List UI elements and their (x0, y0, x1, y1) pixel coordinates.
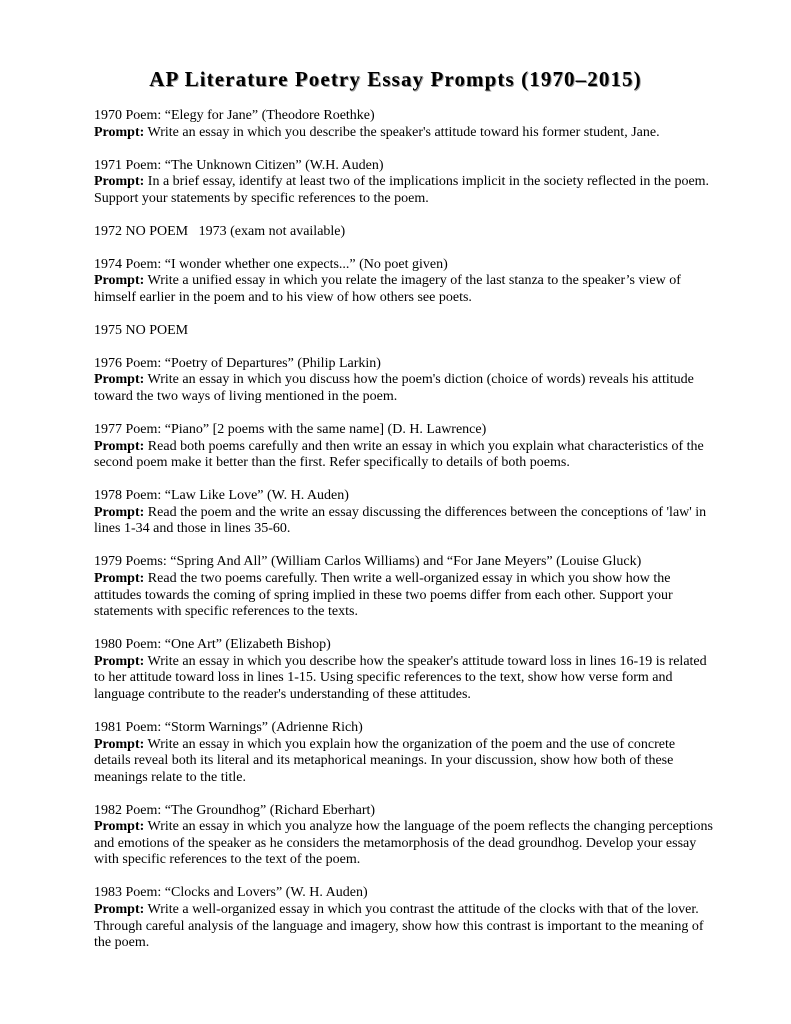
entry-1975 (94, 323, 714, 340)
entry-prompt (94, 439, 714, 472)
entry-1978 (94, 488, 714, 538)
entry-prompt (94, 819, 714, 869)
entry-prompt (94, 737, 714, 787)
entry-heading: 1980 Poem: “One Art” (Elizabeth Bishop) (94, 637, 331, 653)
entry-prompt (94, 174, 714, 207)
entry-1974 (94, 257, 714, 307)
entry-1971 (94, 158, 714, 208)
prompt-text: Write a unified essay in which you relate the imagery of the last stanza to the speaker’s view of himself earlier in the poem and to his view of how others see poets. (94, 273, 681, 305)
entry-heading: 1977 Poem: “Piano” [2 poems with the same name] (D. H. Lawrence) (94, 422, 487, 438)
entry-heading: 1971 Poem: “The Unknown Citizen” (W.H. Auden) (94, 157, 384, 173)
prompt-label: Prompt: (94, 124, 145, 140)
prompt-label: Prompt: (94, 372, 145, 388)
entry-1977 (94, 422, 714, 472)
prompt-text: In a brief essay, identify at least two of the implications implicit in the society reflected in the poem. Support your statements by specific references to the poem. (94, 174, 710, 206)
entry-1981 (94, 720, 714, 786)
page-title: AP Literature Poetry Essay Prompts (1970–2015) (149, 67, 642, 91)
entry-prompt (94, 125, 714, 142)
entry-heading: 1979 Poems: “Spring And All” (William Carlos Williams) and “For Jane Meyers” (Louise Gluck) (94, 554, 642, 570)
prompt-text: Read the two poems carefully. Then write a well-organized essay in which you show how the attitudes towards the coming of spring implied in these two poems differ from each other. Support your statements with specific references to the texts. (94, 571, 673, 620)
prompt-text: Write an essay in which you describe the speaker's attitude toward his former student, Jane. (147, 124, 660, 140)
entry-heading: 1981 Poem: “Storm Warnings” (Adrienne Rich) (94, 719, 363, 735)
entry-prompt (94, 372, 714, 405)
prompt-text: Write an essay in which you analyze how the language of the poem reflects the changing perceptions and emotions of the speaker as he considers the metamorphosis of the dead groundhog. Develop your essay with specific references to the text of the poem. (94, 819, 714, 868)
entry-heading: 1982 Poem: “The Groundhog” (Richard Eberhart) (94, 802, 376, 818)
entry-1982 (94, 803, 714, 869)
prompt-list (94, 108, 714, 968)
entry-heading: 1983 Poem: “Clocks and Lovers” (W. H. Auden) (94, 885, 368, 901)
entry-heading: 1975 NO POEM (94, 322, 189, 338)
entry-heading: 1976 Poem: “Poetry of Departures” (Philip Larkin) (94, 355, 381, 371)
prompt-text: Read the poem and the write an essay discussing the differences between the conceptions of 'law' in lines 1-34 and those in lines 35-60. (94, 504, 707, 537)
prompt-label: Prompt: (94, 174, 145, 190)
entry-heading: 1972 NO POEM 1973 (exam not available) (94, 223, 346, 239)
entry-prompt (94, 902, 714, 952)
prompt-label: Prompt: (94, 504, 145, 520)
entry-prompt (94, 273, 714, 306)
prompt-label: Prompt: (94, 438, 145, 454)
entry-1970 (94, 108, 714, 141)
entry-1972 (94, 224, 714, 241)
entry-heading: 1974 Poem: “I wonder whether one expects...” (No poet given) (94, 256, 448, 272)
prompt-text: Write an essay in which you explain how the organization of the poem and the use of concrete details reveal both its literal and its metaphorical meanings. In your discussion, show how both of these meanings relate to the title. (94, 736, 676, 785)
entry-1979 (94, 554, 714, 620)
entry-prompt (94, 654, 714, 704)
prompt-text: Write a well-organized essay in which you contrast the attitude of the clocks with that of the lover. Through careful analysis of the language and imagery, show how this contrast is important to the meaning of the poem. (94, 902, 704, 951)
prompt-label: Prompt: (94, 653, 145, 669)
prompt-label: Prompt: (94, 819, 145, 835)
entry-1983 (94, 885, 714, 951)
entry-heading: 1970 Poem: “Elegy for Jane” (Theodore Roethke) (94, 108, 375, 123)
prompt-label: Prompt: (94, 273, 145, 289)
prompt-text: Write an essay in which you describe how the speaker's attitude toward loss in lines 16-19 is related to her attitude toward loss in lines 1-15. Using specific references to the text, show how verse form and language contribute to the reader's understanding of these attitudes. (94, 653, 707, 702)
prompt-label: Prompt: (94, 736, 145, 752)
prompt-label: Prompt: (94, 902, 145, 918)
entry-1976 (94, 356, 714, 406)
prompt-text: Write an essay in which you discuss how the poem's diction (choice of words) reveals his attitude toward the two ways of living mentioned in the poem. (94, 372, 694, 405)
entry-1980 (94, 637, 714, 703)
prompt-text: Read both poems carefully and then write an essay in which you explain what characteristics of the second poem make it better than the first. Refer specifically to details of both poems. (94, 438, 704, 471)
prompt-label: Prompt: (94, 571, 145, 586)
entry-heading: 1978 Poem: “Law Like Love” (W. H. Auden) (94, 488, 349, 504)
entry-prompt (94, 505, 714, 538)
entry-prompt (94, 571, 714, 621)
